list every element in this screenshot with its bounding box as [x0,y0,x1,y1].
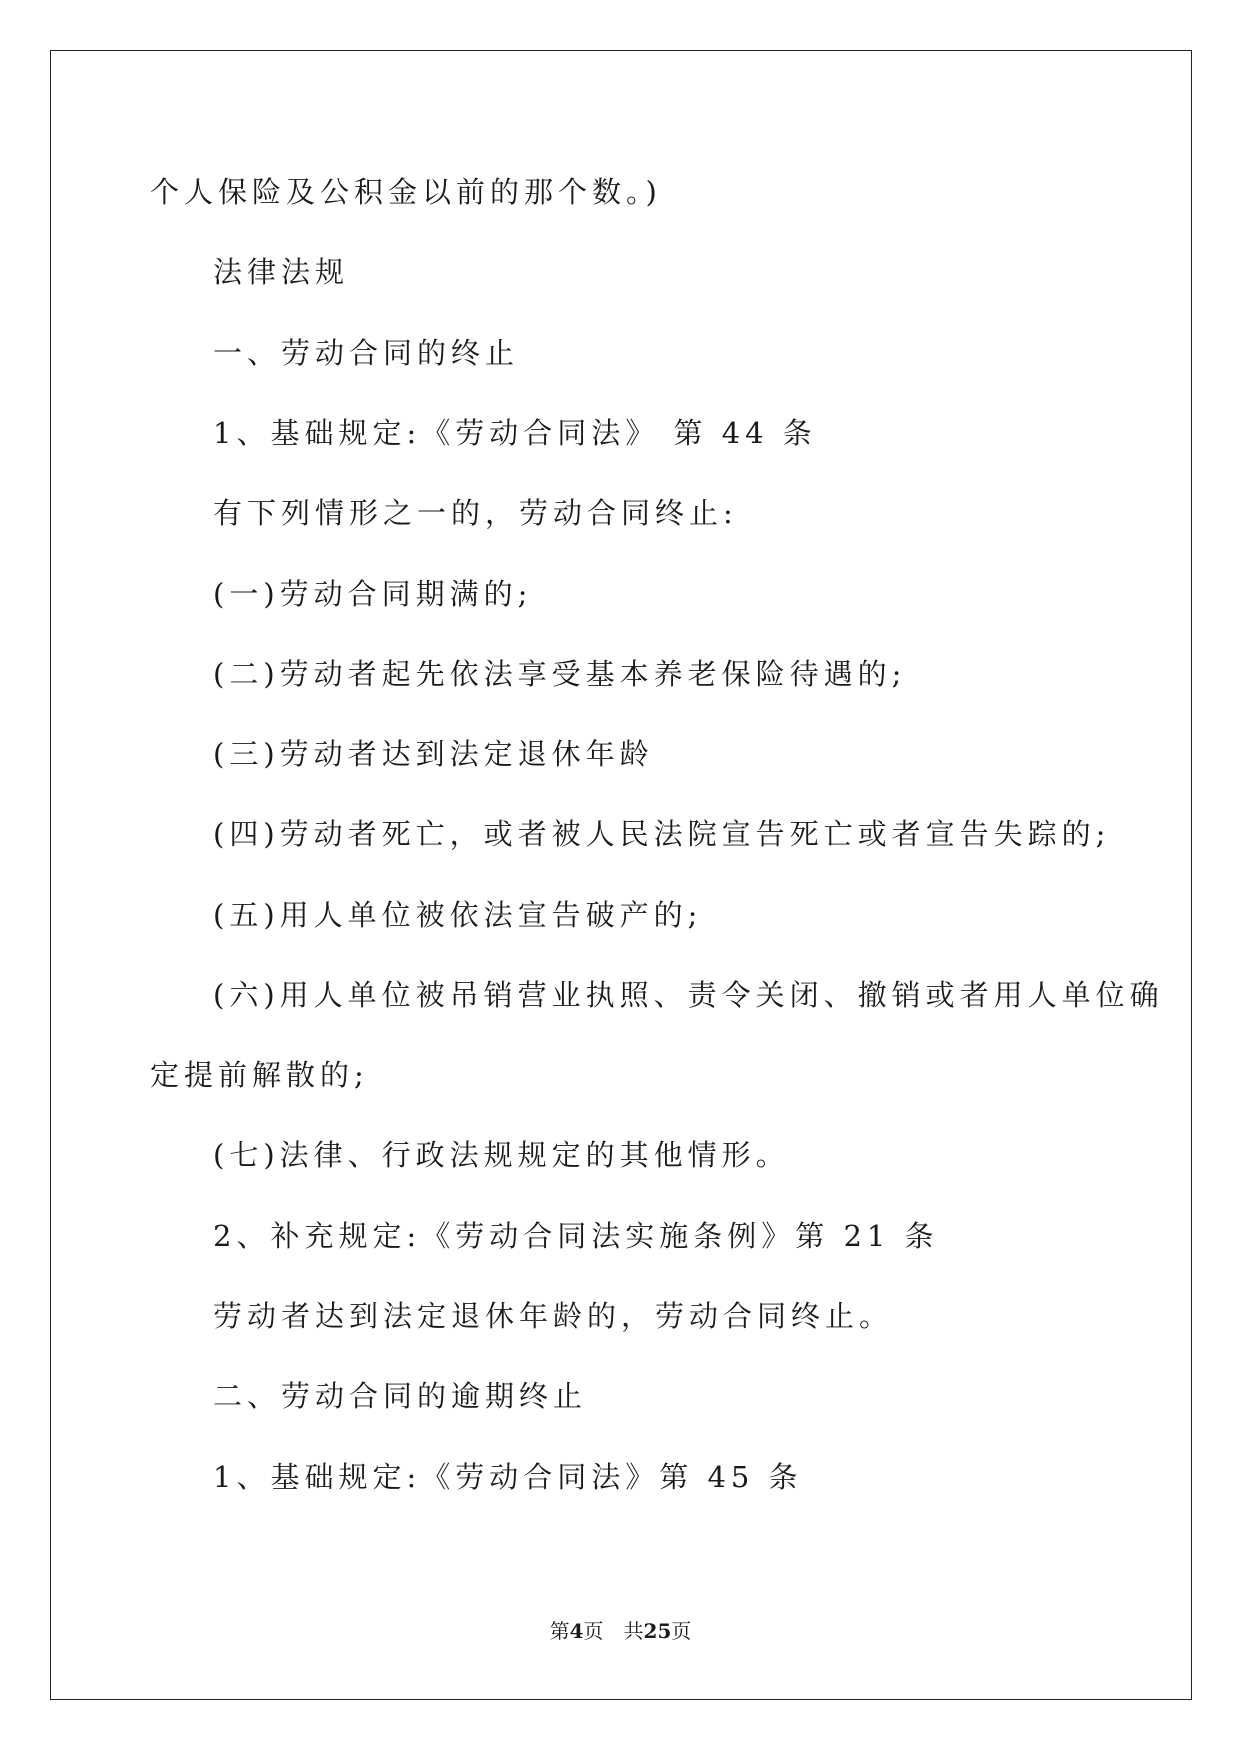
text-line: 有下列情形之一的，劳动合同终止: [213,496,738,530]
text-line: 劳动者达到法定退休年龄的，劳动合同终止。 [213,1299,894,1333]
list-item: (七)法律、行政法规规定的其他情形。 [213,1138,790,1172]
total-page-number: 25 [643,1619,672,1643]
footer-mid: 页 共 [583,1619,644,1643]
footer-prefix: 第 [549,1619,570,1643]
section-heading: 法律法规 [213,255,350,289]
list-item-continuation: 定提前解散的; [150,1058,369,1092]
page-border [50,50,1192,1700]
current-page-number: 4 [569,1619,584,1643]
text-line: 个人保险及公积金以前的那个数。) [150,175,662,209]
text-line: 2、补充规定:《劳动合同法实施条例》第 21 条 [213,1219,939,1253]
list-item: (六)用人单位被吊销营业执照、责令关闭、撤销或者用人单位确 [213,978,1164,1012]
list-item: (一)劳动合同期满的; [213,577,533,611]
text-line: 1、基础规定:《劳动合同法》第 45 条 [213,1460,803,1494]
list-item: (三)劳动者达到法定退休年龄 [213,737,654,771]
list-item: (五)用人单位被依法宣告破产的; [213,898,703,932]
footer-suffix: 页 [671,1619,692,1643]
list-item: (四)劳动者死亡，或者被人民法院宣告死亡或者宣告失踪的; [213,817,1111,851]
text-line: 1、基础规定:《劳动合同法》 第 44 条 [213,416,817,450]
page-footer [0,1618,1241,1644]
list-item: (二)劳动者起先依法享受基本养老保险待遇的; [213,657,907,691]
section-heading: 二、劳动合同的逾期终止 [213,1379,588,1413]
section-heading: 一、劳动合同的终止 [213,336,520,370]
